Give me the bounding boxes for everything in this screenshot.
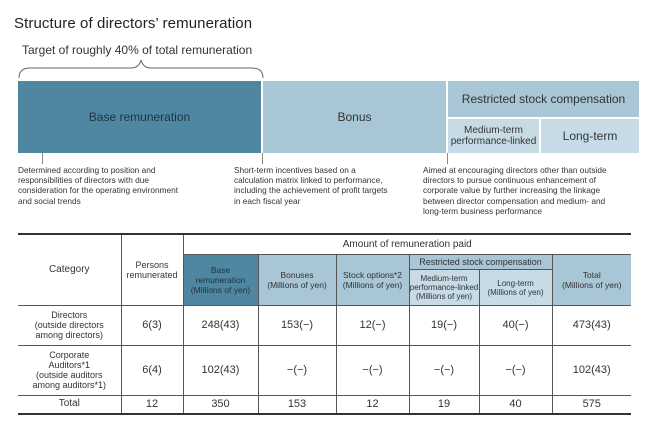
header-text: Long-term [497, 278, 534, 288]
header-bonuses [258, 254, 336, 305]
category-text: (outside auditors [35, 370, 103, 381]
header-text: performance-linked [409, 283, 479, 293]
restricted-description [423, 165, 638, 216]
table-row-total [18, 395, 631, 414]
base-desc-line: and social trends [18, 195, 81, 206]
connector-base [42, 153, 43, 164]
header-category: Category [18, 234, 121, 305]
category-text: among auditors*1) [32, 380, 107, 391]
header-stock-options [336, 254, 409, 305]
medium-term-label-line1: Medium-term [464, 125, 523, 136]
cell-medium-term: −(−) [409, 345, 479, 395]
header-restricted-stock: Restricted stock compensation [409, 254, 552, 270]
header-text: (Millions of yen) [561, 279, 622, 290]
header-text: Stock options*2 [342, 269, 403, 280]
row-category [18, 345, 121, 395]
cell-total: 473(43) [552, 305, 631, 345]
cell-persons: 6(3) [121, 305, 183, 345]
long-term-box [541, 119, 639, 153]
base-description [18, 165, 233, 206]
bonus-label: Bonus [337, 110, 372, 124]
header-text: Bonuses [280, 269, 314, 280]
header-text: remuneration [195, 274, 246, 285]
connector-bonus [262, 153, 263, 164]
cell-bonuses: 153 [258, 395, 336, 414]
restricted-stock-box [448, 81, 639, 117]
cell-persons: 12 [121, 395, 183, 414]
bonus-desc-line: including the achievement of profit targets [234, 185, 388, 196]
long-term-label: Long-term [562, 129, 618, 143]
header-total [552, 254, 631, 305]
medium-term-box [448, 119, 539, 153]
header-medium-term [409, 270, 479, 305]
category-text: among directors) [35, 330, 104, 341]
cell-long-term: −(−) [479, 345, 552, 395]
bonus-box [263, 81, 446, 153]
cell-long-term: 40 [479, 395, 552, 414]
cell-persons: 6(4) [121, 345, 183, 395]
target-note: Target of roughly 40% of total remuneration [22, 43, 253, 57]
connector-restricted [447, 153, 448, 164]
header-text: Total [582, 269, 601, 280]
restricted-stock-label: Restricted stock compensation [461, 92, 626, 106]
header-text: (Millions of yen) [190, 284, 251, 295]
base-desc-line: Determined according to position and [18, 165, 156, 175]
category-text: (outside directors [34, 320, 104, 331]
bonus-desc-line: calculation matrix linked to performance, [234, 175, 383, 186]
cell-medium-term: 19(−) [409, 305, 479, 345]
header-text: (Millions of yen) [415, 292, 472, 302]
page-title: Structure of directors’ remuneration [14, 15, 253, 32]
header-text: Medium-term [420, 274, 468, 284]
header-text: Base [210, 264, 231, 275]
restricted-desc-line: long-term business performance [423, 205, 542, 216]
category-text: Corporate [49, 350, 90, 361]
base-desc-line: responsibilities of directors with due [18, 175, 149, 186]
header-text: (Millions of yen) [487, 287, 544, 297]
table-row [18, 305, 631, 345]
remuneration-table [18, 233, 631, 415]
table-row [18, 345, 631, 395]
bonus-description [234, 165, 419, 206]
cell-medium-term: 19 [409, 395, 479, 414]
header-persons [121, 234, 183, 305]
medium-term-label-line2: performance-linked [450, 136, 537, 147]
cell-stock-options: 12 [336, 395, 409, 414]
category-text: Directors [51, 310, 88, 321]
header-base [183, 254, 258, 305]
cell-bonuses: −(−) [258, 345, 336, 395]
cell-stock-options: 12(−) [336, 305, 409, 345]
category-text: Auditors*1 [48, 360, 91, 371]
cell-base: 102(43) [183, 345, 258, 395]
curly-brace-icon [18, 58, 264, 80]
header-amount-paid: Amount of remuneration paid [183, 234, 631, 254]
header-text: (Millions of yen) [267, 279, 327, 290]
base-desc-line: consideration for the operating environment [18, 185, 179, 196]
bonus-desc-line: Short-term incentives based on a [234, 165, 356, 175]
header-text: (Millions of yen) [342, 279, 403, 290]
restricted-desc-line: between director compensation and medium- and [423, 195, 606, 206]
cell-total: 575 [552, 395, 631, 414]
bonus-desc-line: in each fiscal year [234, 195, 301, 206]
cell-long-term: 40(−) [479, 305, 552, 345]
cell-base: 350 [183, 395, 258, 414]
restricted-desc-line: corporate value by further increasing the linkage [423, 185, 601, 196]
base-remuneration-label: Base remuneration [88, 110, 191, 124]
header-text: remunerated [126, 269, 178, 280]
row-category [18, 305, 121, 345]
cell-bonuses: 153(−) [258, 305, 336, 345]
cell-total: 102(43) [552, 345, 631, 395]
base-remuneration-box [18, 81, 261, 153]
cell-base: 248(43) [183, 305, 258, 345]
restricted-desc-line: directors to pursue continuous enhancement of [423, 175, 596, 186]
restricted-desc-line: Aimed at encouraging directors other than outside [423, 165, 607, 175]
cell-stock-options: −(−) [336, 345, 409, 395]
header-text: Persons [135, 259, 169, 270]
header-long-term [479, 270, 552, 305]
row-category: Total [18, 395, 121, 414]
